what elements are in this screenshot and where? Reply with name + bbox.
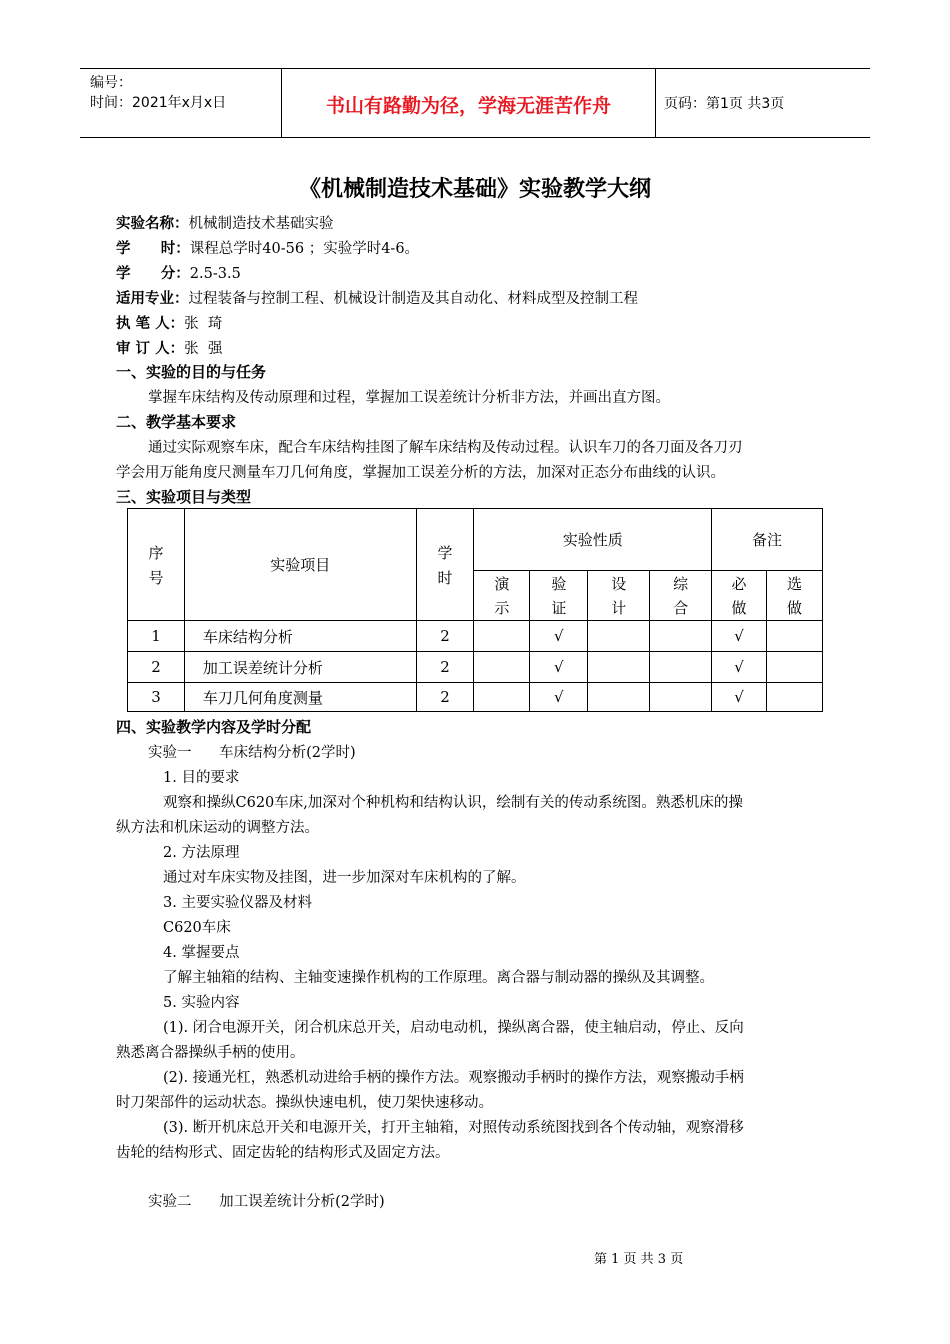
experiment-table — [127, 508, 823, 712]
section-3-title: 三、实验项目与类型 — [116, 488, 252, 506]
exp1-content-3-line2: 齿轮的结构形式、固定齿轮的结构形式及固定方法。 — [116, 1145, 450, 1161]
header-number: 编号： — [90, 75, 132, 91]
page-header — [80, 68, 870, 138]
info-experiment-name: 实验名称：机械制造技术基础实验 — [116, 216, 334, 232]
section-1-title: 一、实验的目的与任务 — [116, 363, 267, 381]
exp1-content-2-line2: 时刀架部件的运动状态。操纵快速电机，使刀架快速移动。 — [116, 1095, 493, 1111]
section-1-text: 掌握车床结构及传动原理和过程，掌握加工误差统计分析非方法，并画出直方图。 — [148, 390, 670, 406]
header-hours: 学 时 — [416, 509, 474, 621]
exp1-purpose-text-line2: 纵方法和机床运动的调整方法。 — [116, 820, 319, 836]
header-comprehensive: 综 合 — [650, 571, 712, 621]
header-required: 必 做 — [712, 571, 767, 621]
table-row: 1 车床结构分析 2 √ √ — [128, 621, 823, 652]
experiment-1-title: 实验一 车床结构分析(2学时) — [148, 745, 356, 761]
page-footer: 第 1 页 共 3 页 — [594, 1252, 684, 1267]
exp1-keypoints-text: 了解主轴箱的结构、主轴变速操作机构的工作原理。离合器与制动器的操纵及其调整。 — [163, 970, 714, 986]
header-time: 时间：2021年x月x日 — [90, 95, 227, 111]
info-author: 执 笔 人：张 琦 — [116, 316, 223, 332]
exp1-method-text: 通过对车床实物及挂图，进一步加深对车床机构的了解。 — [163, 870, 526, 886]
header-meta — [80, 69, 280, 137]
header-demo: 演 示 — [474, 571, 530, 621]
section-2-text-line1: 通过实际观察车床，配合车床结构挂图了解车床结构及传动过程。认识车刀的各刀面及各刀刃 — [148, 440, 743, 456]
header-verify: 验 证 — [530, 571, 588, 621]
exp1-content-heading: 5. 实验内容 — [163, 995, 240, 1011]
exp1-purpose-text-line1: 观察和操纵C620车床,加深对个种机构和结构认识，绘制有关的传动系统图。熟悉机床的操 — [163, 795, 743, 811]
section-2-title: 二、教学基本要求 — [116, 413, 237, 431]
document-title: 《机械制造技术基础》实验教学大纲 — [298, 177, 651, 202]
header-motto: 书山有路勤为径，学海无涯苦作舟 — [325, 95, 611, 117]
info-hours: 学 时：课程总学时40-56 ；实验学时4-6。 — [116, 241, 420, 257]
info-reviewer: 审 订 人：张 强 — [116, 341, 223, 357]
table-row: 2 加工误差统计分析 2 √ √ — [128, 652, 823, 683]
header-item: 实验项目 — [184, 509, 416, 621]
header-remark: 备注 — [712, 509, 823, 571]
header-motto-cell — [281, 69, 656, 137]
header-nature: 实验性质 — [474, 509, 712, 571]
section-4-title: 四、实验教学内容及学时分配 — [116, 718, 312, 736]
header-page-code: 页码：第1页 共3页 — [664, 96, 785, 112]
exp1-content-1-line1: (1). 闭合电源开关，闭合机床总开关，启动电动机，操纵离合器，使主轴启动，停止、反向 — [163, 1020, 744, 1036]
exp1-purpose-heading: 1. 目的要求 — [163, 770, 240, 786]
section-2-text-line2: 学会用万能角度尺测量车刀几何角度，掌握加工误差分析的方法，加深对正态分布曲线的认识。 — [116, 465, 725, 481]
exp1-equipment-heading: 3. 主要实验仪器及材料 — [163, 895, 312, 911]
experiment-2-title: 实验二 加工误差统计分析(2学时) — [148, 1194, 385, 1210]
header-seq: 序 号 — [128, 509, 185, 621]
exp1-keypoints-heading: 4. 掌握要点 — [163, 945, 240, 961]
header-optional: 选 做 — [767, 571, 823, 621]
header-design: 设 计 — [588, 571, 650, 621]
table-row: 3 车刀几何角度测量 2 √ √ — [128, 683, 823, 712]
exp1-equipment-text: C620车床 — [163, 920, 231, 936]
info-majors: 适用专业：过程装备与控制工程、机械设计制造及其自动化、材料成型及控制工程 — [116, 291, 638, 307]
exp1-method-heading: 2. 方法原理 — [163, 845, 240, 861]
info-credits: 学 分：2.5-3.5 — [116, 266, 241, 282]
exp1-content-1-line2: 熟悉离合器操纵手柄的使用。 — [116, 1045, 305, 1061]
exp1-content-3-line1: (3). 断开机床总开关和电源开关，打开主轴箱，对照传动系统图找到各个传动轴，观察滑移 — [163, 1120, 744, 1136]
exp1-content-2-line1: (2). 接通光杠，熟悉机动进给手柄的操作方法。观察搬动手柄时的操作方法，观察搬动手柄 — [163, 1070, 744, 1086]
